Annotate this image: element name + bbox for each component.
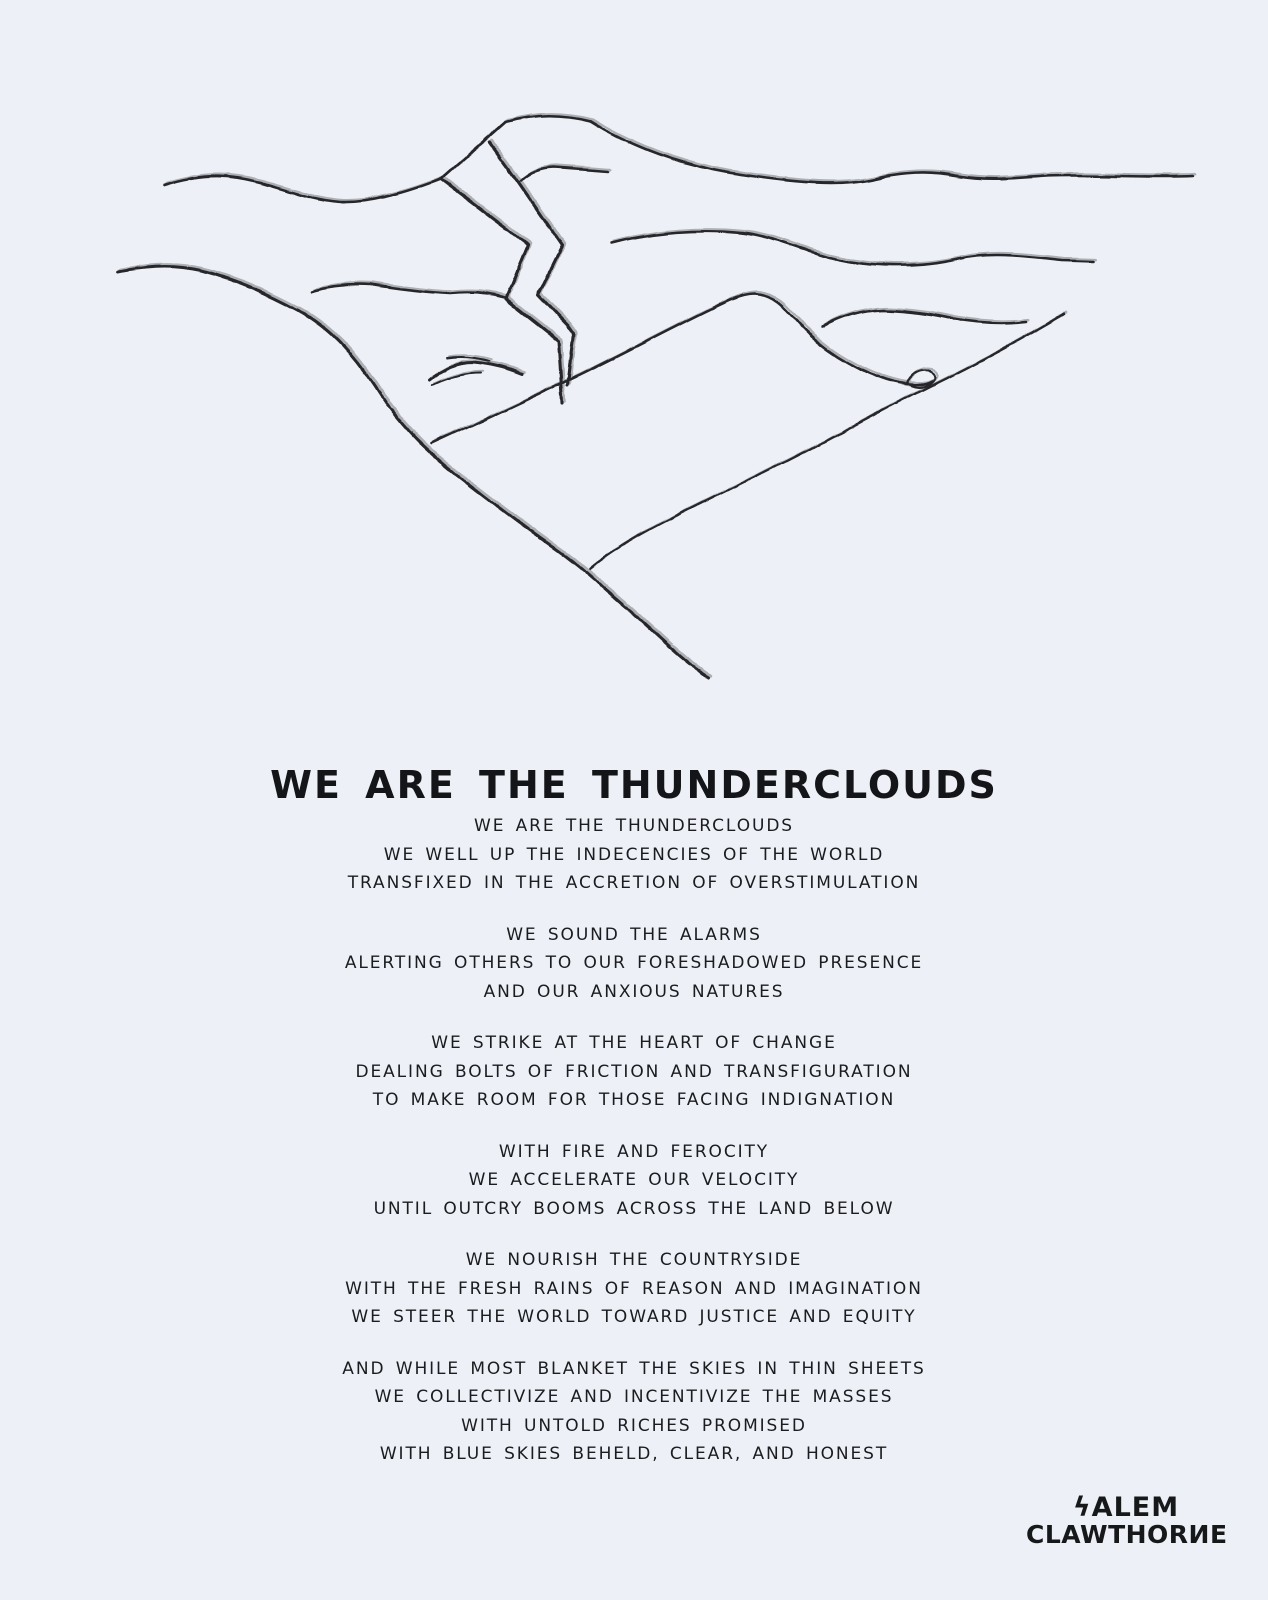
poem-line: WE COLLECTIVIZE AND INCENTIVIZE THE MASSES <box>374 1387 894 1407</box>
poem-body <box>0 812 1268 1492</box>
poem-line: ALERTING OTHERS TO OUR FORESHADOWED PRESENCE <box>344 953 924 973</box>
cloud-slope-left <box>118 267 709 677</box>
poem-stanza <box>0 1138 1268 1224</box>
poem-line: DEALING BOLTS OF FRICTION AND TRANSFIGURATION <box>355 1061 913 1082</box>
cloud-line-top-left <box>163 176 441 202</box>
poem-line: WE ACCELERATE OUR VELOCITY <box>468 1170 800 1190</box>
poem-line: WE STRIKE AT THE HEART OF CHANGE <box>431 1033 837 1053</box>
poem-stanza <box>0 1246 1268 1332</box>
poem-line: WE STEER THE WORLD TOWARD JUSTICE AND EQUITY <box>351 1307 917 1327</box>
author-signature <box>1026 1494 1226 1548</box>
poem-line: WITH FIRE AND FEROCITY <box>498 1141 770 1162</box>
signature-first-name: ϟALEM <box>1072 1492 1180 1523</box>
poem-title: WE ARE THE THUNDERCLOUDS <box>270 763 998 808</box>
poem-stanza <box>0 921 1268 1007</box>
poem-line: WE ARE THE THUNDERCLOUDS <box>473 816 795 836</box>
poem-line: WE NOURISH THE COUNTRYSIDE <box>465 1250 803 1270</box>
poem-line: WE WELL UP THE INDECENCIES OF THE WORLD <box>383 844 885 865</box>
poem-line: TRANSFIXED IN THE ACCRETION OF OVERSTIMULATION <box>347 873 921 893</box>
poem-line: WITH THE FRESH RAINS OF REASON AND IMAGINATION <box>345 1278 923 1299</box>
poem-line: AND WHILE MOST BLANKET THE SKIES IN THIN SHEETS <box>342 1358 926 1379</box>
poem-line: WE SOUND THE ALARMS <box>506 924 762 945</box>
poem-line: AND OUR ANXIOUS NATURES <box>483 981 785 1002</box>
signature-last-name: CLAWTHORИE <box>1026 1520 1228 1549</box>
poem-line: TO MAKE ROOM FOR THOSE FACING INDIGNATION <box>372 1090 896 1110</box>
poem-stanza <box>0 1355 1268 1469</box>
poem-line: WITH BLUE SKIES BEHELD, CLEAR, AND HONEST <box>379 1444 889 1464</box>
poem-stanza <box>0 1029 1268 1115</box>
poem-line: UNTIL OUTCRY BOOMS ACROSS THE LAND BELOW <box>373 1198 895 1219</box>
poem-stanza <box>0 812 1268 898</box>
poem-line: WITH UNTOLD RICHES PROMISED <box>461 1415 807 1436</box>
thundercloud-sketch <box>0 0 1268 720</box>
